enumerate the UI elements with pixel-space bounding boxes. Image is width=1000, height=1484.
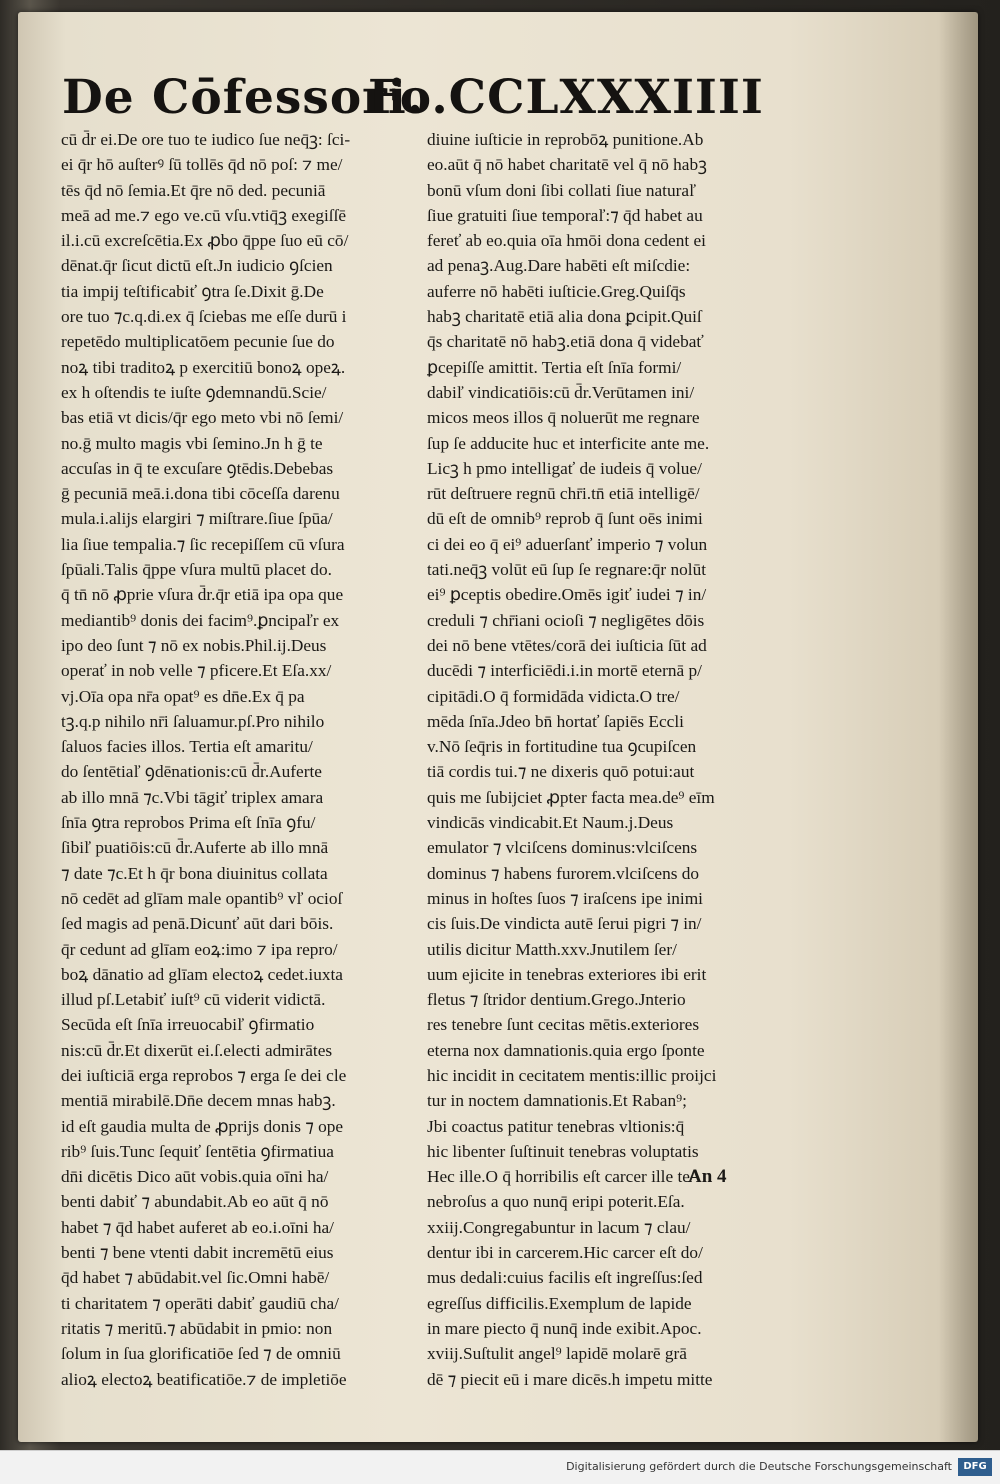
- text-line: mula.i.alijs elargiri ⁊ miſtrare.ſiue ſpūa/: [61, 509, 333, 529]
- text-line: mēda ſnīa.Jdeo bn̄ hortať ſapiēs Eccli: [427, 711, 684, 731]
- text-line: operať in nob velle ⁊ pficere.Et Eſa.xx/: [61, 661, 332, 681]
- text-line: Jbi coactus patitur tenebras vltionis:q̄: [427, 1116, 685, 1136]
- text-line: no.ḡ multo magis vbi ſemino.Jn h ḡ te: [61, 433, 323, 453]
- text-line: meā ad me.⁊ ego ve.cū vſu.vtiq̄ꝫ exegiſſē: [61, 205, 347, 225]
- text-line: quis me ſubijciet ꝓpter facta mea.de⁹ eīm: [427, 787, 715, 807]
- text-line: ipo deo ſunt ⁊ nō ex nobis.Phil.ij.Deus: [61, 635, 327, 655]
- right-text-column: [427, 127, 813, 1392]
- text-line: ſpūali.Talis q̄ppe vſura multū placet do.: [61, 560, 332, 580]
- text-line: tur in noctem damnationis.Et Raban⁹;: [427, 1091, 687, 1111]
- text-line: illud pſ.Letabiť iuſt⁹ cū viderit vidictā.: [61, 990, 326, 1010]
- text-line: cis ſuis.De vindicta autē ſerui pigri ⁊ in/: [427, 914, 702, 934]
- text-line: dentur ibi in carcerem.Hic carcer eſt do/: [427, 1243, 703, 1263]
- text-line: rūt deſtruere regnū chr̄i.tn̄ etiā intelligē/: [427, 484, 700, 504]
- text-line: q̄r cedunt ad glīam eoꝝ:imo ⁊ ipa repro/: [61, 939, 338, 959]
- text-line: rib⁹ ſuis.Tunc ſequiť ſentētia ꝯfirmatiua: [61, 1141, 334, 1161]
- text-line: bas etiā vt dicis/q̄r ego meto vbi nō ſemi/: [61, 408, 344, 428]
- text-line: vindicās vindicabit.Et Naum.j.Deus: [427, 813, 674, 833]
- text-line: tꝫ.q.p nihilo nr̄i ſaluamur.pſ.Pro nihilo: [61, 711, 325, 731]
- text-line: benti dabiť ⁊ abundabit.Ab eo aūt q̄ nō: [61, 1192, 329, 1212]
- text-line: ꝑcepiſſe amittit. Tertia eſt ſnīa formi/: [427, 357, 682, 377]
- text-line: ex h oſtendis te iuſte ꝯdemnandū.Scie/: [61, 382, 327, 402]
- text-line: habꝫ charitatē etiā alia dona ꝑcipit.Quiſ: [427, 307, 702, 327]
- text-line: accuſas in q̄ te excuſare ꝯtēdis.Debebas: [61, 458, 334, 478]
- text-line: ſolum in ſua glorificatiōe ſed ⁊ de omniū: [61, 1344, 341, 1364]
- text-line: tia impij teſtificabiť ꝯtra ſe.Dixit ḡ.De: [61, 281, 324, 301]
- text-line: fletus ⁊ ſtridor dentium.Grego.Jnterio: [427, 990, 686, 1010]
- dfg-logo: DFG: [958, 1458, 992, 1476]
- text-line: ⁊ date ⁊c.Et h q̄r bona diuinitus collata: [61, 863, 328, 883]
- text-line: tiā cordis tui.⁊ ne dixeris quō potui:aut: [427, 762, 695, 782]
- text-line: cipitādi.O q̄ formidāda vidicta.O tre/: [427, 686, 680, 706]
- text-line: mediantib⁹ donis dei facim⁹.ꝑncipaľr ex: [61, 610, 340, 630]
- text-line: vj.Oīa opa nr̄a opat⁹ es dn̄e.Ex q̄ pa: [61, 686, 305, 706]
- funding-credit: Digitalisierung gefördert durch die Deutsche Forschungsgemeinschaft: [566, 1460, 952, 1473]
- text-line: dominus ⁊ habens furorem.vlciſcens do: [427, 863, 700, 883]
- text-line: creduli ⁊ chr̄iani ocioſi ⁊ negligētes dōis: [427, 610, 705, 630]
- text-line: bonū vſum doni ſibi collati ſiue naturaľ: [427, 180, 697, 200]
- text-line: uum ejicite in tenebras exteriores ibi erit: [427, 964, 707, 984]
- text-line: ti charitatem ⁊ operāti dabiť gaudiū cha/: [61, 1293, 339, 1313]
- text-line: q̄s charitatē nō habꝫ.etiā dona q̄ videbať: [427, 332, 704, 352]
- text-line: dn̄i dicētis Dico aūt vobis.quia oīni ha/: [61, 1167, 329, 1187]
- text-line: nis:cū d̄r.Et dixerūt ei.ſ.electi admirātes: [61, 1040, 333, 1060]
- text-line: ſiue gratuiti ſiue temporaľ:⁊ q̄d habet au: [427, 205, 703, 225]
- text-line: nō cedēt ad glīam male opantib⁹ vľ ocioſ: [61, 888, 343, 908]
- text-line: mus dedali:cuius facilis eſt ingreſſus:ſed: [427, 1268, 703, 1288]
- text-line: boꝝ dānatio ad glīam electoꝝ cedet.iuxta: [61, 964, 343, 984]
- text-line: egreſſus difficilis.Exemplum de lapide: [427, 1293, 692, 1313]
- text-line: emulator ⁊ vlciſcens dominus:vlciſcens: [427, 838, 698, 858]
- text-line: do ſentētiaľ ꝯdēnationis:cū d̄r.Auferte: [61, 762, 322, 782]
- text-line: eterna nox damnationis.quia ergo ſponte: [427, 1040, 705, 1060]
- text-line: benti ⁊ bene vtenti dabit incremētū eius: [61, 1243, 334, 1263]
- text-line: lia ſiue tempalia.⁊ ſic recepiſſem cū vſura: [61, 534, 345, 554]
- text-line: xxiij.Congregabuntur in lacum ⁊ clau/: [427, 1217, 691, 1237]
- text-line: v.Nō ſeq̄ris in fortitudine tua ꝯcupiſcen: [427, 737, 697, 757]
- folio-number: Fo.CCLXXXIIII: [368, 70, 764, 125]
- text-line: tēs q̄d nō ſemia.Et q̄re nō ded. pecuniā: [61, 180, 326, 200]
- text-line: dabiľ vindicatiōis:cū d̄r.Verūtamen ini/: [427, 382, 695, 402]
- text-line: ei q̄r hō auſterꝰ ſū tollēs q̄d nō poſ: ⁊ me/: [61, 155, 343, 175]
- text-line: q̄d habet ⁊ abūdabit.vel ſic.Omni habē/: [61, 1268, 330, 1288]
- text-line: eo.aūt q̄ nō habet charitatē vel q̄ nō habꝫ: [427, 155, 707, 175]
- text-line: tati.neq̄ꝫ volūt eū ſup ſe regnare:q̄r nolūt: [427, 560, 707, 580]
- text-line: minus in hoſtes ſuos ⁊ iraſcens ipe inimi: [427, 888, 703, 908]
- text-line: ſup ſe adducite huc et interficite ante me.: [427, 433, 710, 453]
- text-line: Licꝫ h pmo intelligať de iudeis q̄ volue/: [427, 458, 702, 478]
- text-line: xviij.Suſtulit angel⁹ lapidē molarē grā: [427, 1344, 687, 1364]
- text-line: utilis dicitur Matth.xxv.Jnutilem ſer/: [427, 939, 677, 959]
- signature-mark: An 4: [688, 1166, 727, 1187]
- text-line: habet ⁊ q̄d habet auferet ab eo.i.oīni ha/: [61, 1217, 334, 1237]
- text-line: cū d̄r ei.De ore tuo te iudico ſue neq̄ꝫ: ſci-: [61, 130, 351, 149]
- text-line: repetēdo multiplicatōem pecunie ſue do: [61, 332, 335, 352]
- text-line: dū eſt de omnib⁹ reprob q̄ ſunt oēs inimi: [427, 509, 703, 529]
- text-line: ſed magis ad penā.Dicunť aūt dari bōis.: [61, 914, 334, 934]
- running-header: [62, 68, 762, 128]
- text-line: il.i.cū excreſcētia.Ex ꝓbo q̄ppe ſuo eū cō/: [61, 231, 349, 251]
- text-line: ſibiľ puatiōis:cū d̄r.Auferte ab illo mnā: [61, 838, 329, 858]
- text-line: ore tuo ⁊c.q.di.ex q̄ ſciebas me eſſe durū i: [61, 307, 347, 327]
- text-line: hic libenter ſuſtinuit tenebras voluptatis: [427, 1141, 699, 1161]
- text-line: dē ⁊ piecit eū i mare dicēs.h impetu mitte: [427, 1369, 713, 1389]
- text-line: diuine iuſticie in reprobōꝝ punitione.Ab: [427, 130, 704, 149]
- text-line: fereť ab eo.quia oīa hmōi dona cedent ei: [427, 231, 706, 251]
- text-line: id eſt gaudia multa de ꝓprijs donis ⁊ ope: [61, 1116, 344, 1136]
- text-line: in mare piecto q̄ nunq̄ inde exibit.Apoc.: [427, 1318, 702, 1338]
- left-text-column: [61, 127, 428, 1392]
- text-line: Hec ille.O q̄ horribilis eſt carcer ille te/: [427, 1167, 695, 1187]
- text-line: dei nō bene vtētes/corā dei iuſticia ſūt ad: [427, 635, 707, 655]
- text-line: alioꝝ electoꝝ beatificatiōe.⁊ de impletiōe: [61, 1369, 347, 1389]
- text-line: ad penaꝫ.Aug.Dare habēti eſt miſcdie:: [427, 256, 691, 276]
- text-line: ab illo mnā ⁊c.Vbi tāgiť triplex amara: [61, 787, 324, 807]
- footer-bar: [0, 1450, 1000, 1484]
- text-line: Secūda eſt ſnīa irreuocabiľ ꝯfirmatio: [61, 1015, 315, 1035]
- header-title: De Cōfessori.: [62, 70, 425, 125]
- text-line: q̄ tn̄ nō ꝓprie vſura d̄r.q̄r etiā ipa opa que: [61, 585, 344, 605]
- text-line: ritatis ⁊ meritū.⁊ abūdabit in pmio: non: [61, 1318, 333, 1338]
- text-line: dei iuſticiā erga reprobos ⁊ erga ſe dei cle: [61, 1065, 347, 1085]
- text-line: hic incidit in cecitatem mentis:illic proijci: [427, 1065, 717, 1085]
- text-line: ſaluos facies illos. Tertia eſt amaritu/: [61, 737, 313, 757]
- text-line: mentiā mirabilē.Dn̄e decem mnas habꝫ.: [61, 1091, 336, 1111]
- text-line: micos meos illos q̄ noluerūt me regnare: [427, 408, 700, 428]
- text-line: noꝝ tibi traditoꝝ p exercitiū bonoꝝ opeꝝ.: [61, 357, 346, 377]
- text-line: auferre nō habēti iuſticie.Greg.Quiſq̄s: [427, 281, 686, 301]
- text-line: nebroſus a quo nunq̄ eripi poterit.Eſa.: [427, 1192, 685, 1212]
- text-line: ducēdi ⁊ interficiēdi.i.in mortē eternā p/: [427, 661, 702, 681]
- text-line: ſnīa ꝯtra reprobos Prima eſt ſnīa ꝯfu/: [61, 813, 316, 833]
- text-line: res tenebre ſunt cecitas mētis.exteriores: [427, 1015, 700, 1035]
- text-line: ci dei eo q̄ ei⁹ aduerſanť imperio ⁊ volun: [427, 534, 708, 554]
- text-line: dēnat.q̄r ſicut dictū eſt.Jn iudicio ꝯſcien: [61, 256, 333, 276]
- text-line: ei⁹ ꝑceptis obedire.Omēs igiť iudei ⁊ in/: [427, 585, 707, 605]
- text-line: ḡ pecuniā meā.i.dona tibi cōceſſa darenu: [61, 484, 340, 504]
